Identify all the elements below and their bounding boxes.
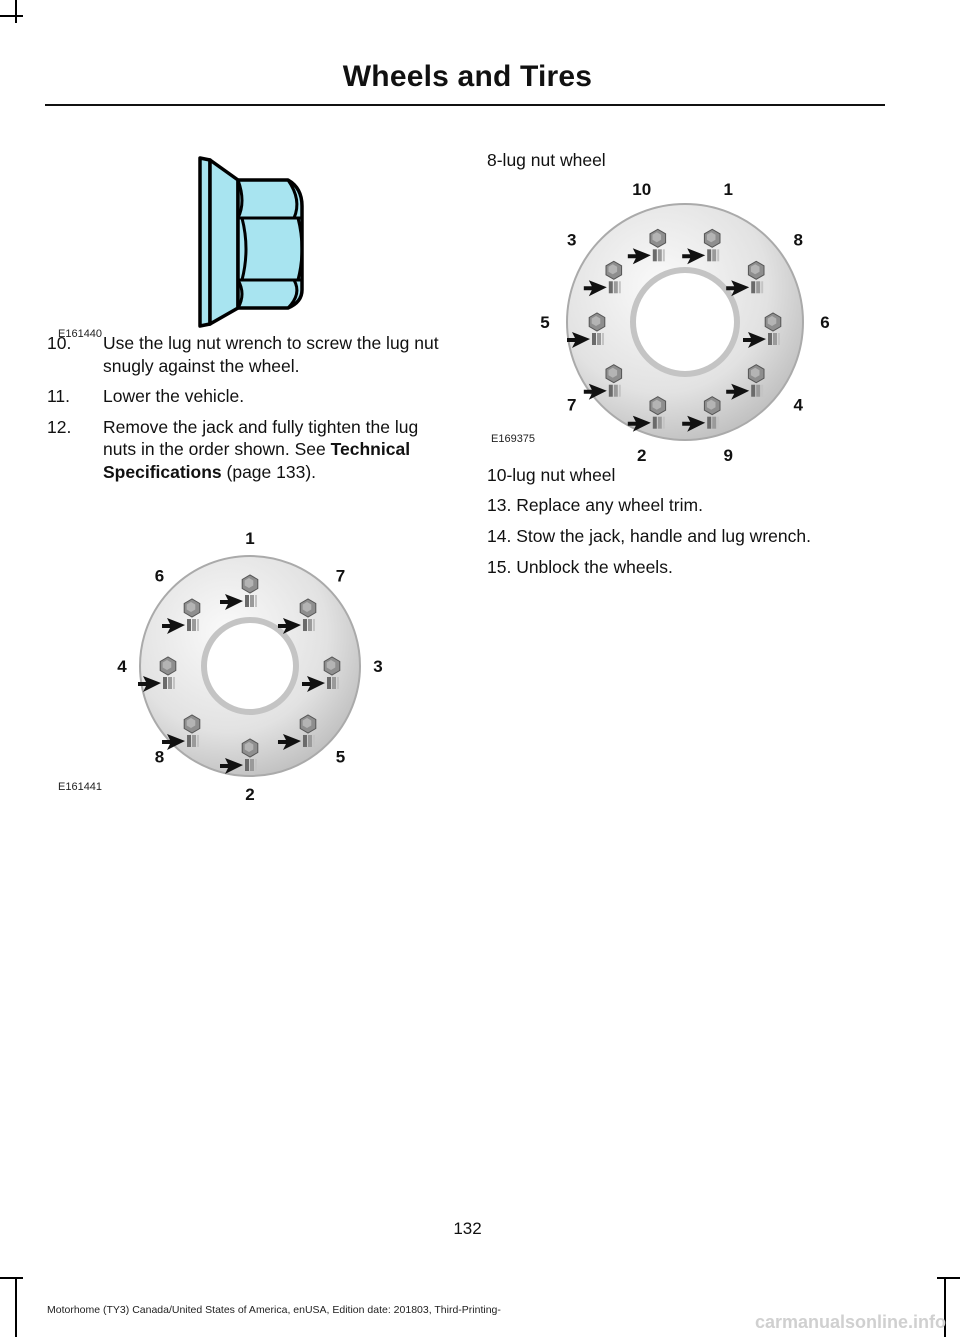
step-number: 10. [47, 333, 72, 353]
step-text-page-ref: (page 133). [221, 461, 317, 482]
tightening-order-number: 7 [567, 395, 577, 415]
tightening-order-number: 6 [820, 313, 830, 332]
site-watermark: carmanualsonline.info [754, 1312, 946, 1332]
step-text: Use the lug nut wrench to screw the lug nut snugly against the wheel. [103, 333, 439, 376]
tightening-order-number: 4 [793, 395, 803, 415]
tightening-order-number: 2 [637, 446, 647, 466]
page-number: 132 [453, 1219, 482, 1238]
crop-mark [15, 0, 17, 23]
cross-reference-link[interactable]: Technical Specifications [103, 439, 411, 482]
step-number: 11. [47, 386, 71, 406]
figure-id: E161440 [58, 328, 103, 340]
step-text: Remove the jack and fully tighten the lug nuts in the order shown. See [103, 416, 419, 459]
step-item [47, 385, 452, 408]
crop-mark [15, 1277, 17, 1337]
tightening-order-number: 8 [154, 747, 165, 767]
tightening-order-number: 1 [245, 529, 255, 548]
tightening-order-number: 5 [540, 313, 550, 332]
tightening-order-number: 3 [373, 657, 383, 676]
step-14: 14. Stow the jack, handle and lug wrench. [487, 526, 811, 546]
figure-id: E161441 [58, 781, 103, 793]
title-rule [45, 104, 885, 106]
wheel-8lug-figure [100, 520, 420, 805]
edition-footer: Motorhome (TY3) Canada/United States of America, enUSA, Edition date: 201803, Third-Printing- [47, 1304, 501, 1316]
tightening-order-number: 8 [793, 230, 803, 250]
step-item [47, 332, 452, 377]
crop-mark [0, 15, 23, 17]
tightening-order-number: 3 [567, 230, 577, 250]
procedure-steps [47, 332, 452, 491]
step-number: 12. [47, 416, 72, 437]
tightening-order-number: 10 [632, 179, 652, 199]
figure-id: E169375 [491, 433, 536, 445]
page-title: Wheels and Tires [342, 60, 593, 93]
wheel-hub-hole [204, 620, 296, 712]
step-13: 13. Replace any wheel trim. [487, 495, 703, 515]
lug-nut-figure [190, 152, 315, 332]
crop-mark [0, 1277, 23, 1279]
step-text: Lower the vehicle. [103, 386, 245, 406]
step-15: 15. Unblock the wheels. [487, 557, 673, 577]
caption-8lug: 8-lug nut wheel [487, 150, 606, 170]
crop-mark [937, 1277, 960, 1279]
tightening-order-number: 1 [723, 179, 733, 199]
step-item [47, 416, 452, 484]
tightening-order-number: 9 [723, 446, 733, 466]
tightening-order-number: 4 [117, 657, 127, 676]
wheel-10lug-figure [540, 179, 840, 466]
caption-10lug: 10-lug nut wheel [487, 465, 616, 485]
wheel-hub-hole [633, 270, 737, 374]
tightening-order-number: 6 [154, 566, 165, 586]
tightening-order-number: 7 [335, 566, 346, 586]
tightening-order-number: 5 [335, 747, 346, 767]
tightening-order-number: 2 [245, 785, 255, 804]
